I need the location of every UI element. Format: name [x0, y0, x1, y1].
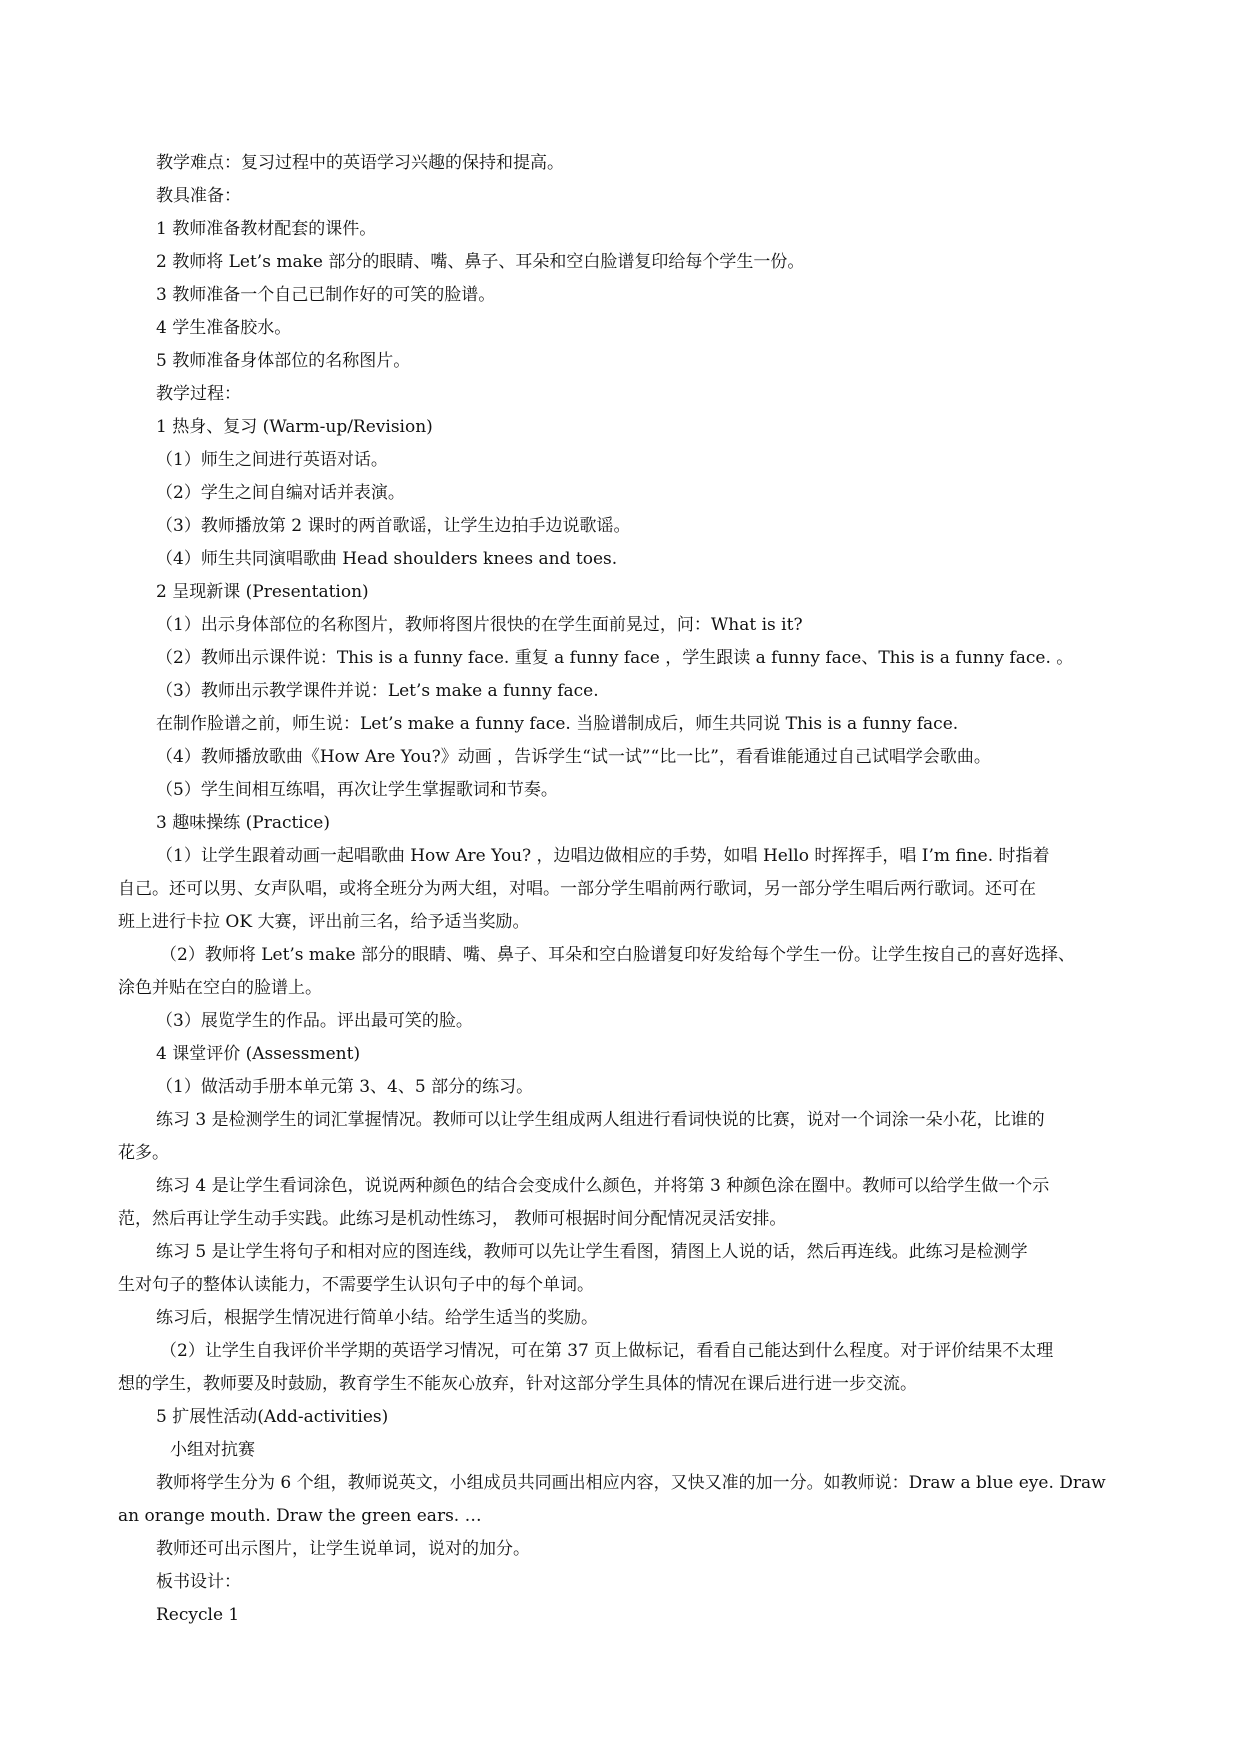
exercise-4-text-cont: 范，然后再让学生动手实践。此练习是机动性练习， 教师可根据时间分配情况灵活安排。 [118, 1209, 787, 1229]
difficulty-heading: 教学难点：复习过程中的英语学习兴趣的保持和提高。 [156, 153, 564, 173]
section-2-step-3: （3）教师出示教学课件并说：Let’s make a funny face. [156, 681, 599, 701]
materials-heading: 教具准备： [156, 186, 241, 206]
exercise-4-text: 练习 4 是让学生看词涂色，说说两种颜色的结合会变成什么颜色，并将第 3 种颜色涂在圈中。教师可以给学生做一个示 [156, 1176, 1050, 1196]
section-2-step-2: （2）教师出示课件说：This is a funny face. 重复 a funny face ，学生跟读 a funny face、This is a funny face. 。 [156, 648, 1074, 668]
exercise-5-text-cont: 生对句子的整体认读能力，不需要学生认识句子中的每个单词。 [118, 1275, 594, 1295]
exercise-3-text: 练习 3 是检测学生的词汇掌握情况。教师可以让学生组成两人组进行看词快说的比赛，说对一个词涂一朵小花，比谁的 [156, 1110, 1045, 1130]
section-2-step-5: （5）学生间相互练唱，再次让学生掌握歌词和节奏。 [156, 780, 558, 800]
exercise-5-text: 练习 5 是让学生将句子和相对应的图连线，教师可以先让学生看图，猜图上人说的话，然后再连线。此练习是检测学 [156, 1242, 1028, 1262]
section-2-step-1: （1）出示身体部位的名称图片，教师将图片很快的在学生面前晃过，问：What is it? [156, 615, 803, 635]
section-3-step-3: （3）展览学生的作品。评出最可笑的脸。 [156, 1011, 473, 1031]
section-1-heading: 1 热身、复习 (Warm-up/Revision) [156, 417, 433, 437]
section-1-step-1: （1）师生之间进行英语对话。 [156, 450, 388, 470]
board-design-heading: 板书设计： [156, 1572, 241, 1592]
materials-item-2: 2 教师将 Let’s make 部分的眼睛、嘴、鼻子、耳朵和空白脸谱复印给每个学生一份。 [156, 252, 805, 272]
process-heading: 教学过程： [156, 384, 241, 404]
section-4-heading: 4 课堂评价 (Assessment) [156, 1044, 361, 1064]
section-2-note: 在制作脸谱之前，师生说：Let’s make a funny face. 当脸谱制成后，师生共同说 This is a funny face. [156, 714, 959, 734]
section-1-step-3: （3）教师播放第 2 课时的两首歌谣，让学生边拍手边说歌谣。 [156, 516, 631, 536]
section-3-step-1: （1）让学生跟着动画一起唱歌曲 How Are You? ，边唱边做相应的手势，如唱 Hello 时挥挥手，唱 I’m fine. 时指着 [156, 846, 1050, 866]
section-3-step-2: （2）教师将 Let’s make 部分的眼睛、嘴、鼻子、耳朵和空白脸谱复印好发给每个学生一份。让学生按自己的喜好选择、 [160, 945, 1075, 965]
section-3-step-2-cont: 涂色并贴在空白的脸谱上。 [118, 978, 322, 998]
section-2-heading: 2 呈现新课 (Presentation) [156, 582, 369, 602]
section-1-step-2: （2）学生之间自编对话并表演。 [156, 483, 405, 503]
materials-item-5: 5 教师准备身体部位的名称图片。 [156, 351, 411, 371]
section-3-step-1-cont: 自己。还可以男、女声队唱，或将全班分为两大组，对唱。一部分学生唱前两行歌词，另一部分学生唱后两行歌词。还可在 [118, 879, 1036, 899]
materials-item-1: 1 教师准备教材配套的课件。 [156, 219, 377, 239]
section-5-heading: 5 扩展性活动(Add-activities) [156, 1407, 389, 1427]
exercise-summary: 练习后，根据学生情况进行简单小结。给学生适当的奖励。 [156, 1308, 598, 1328]
section-1-step-4: （4）师生共同演唱歌曲 Head shoulders knees and toes. [156, 549, 618, 569]
board-design-title: Recycle 1 [156, 1605, 240, 1625]
section-2-step-4: （4）教师播放歌曲《How Are You?》动画 ，告诉学生“试一试”“比一比”，看看谁能通过自己试唱学会歌曲。 [156, 747, 991, 767]
activity-description-cont: an orange mouth. Draw the green ears. … [118, 1506, 482, 1526]
section-3-step-1-cont: 班上进行卡拉 OK 大赛，评出前三名，给予适当奖励。 [118, 912, 530, 932]
section-4-step-2: （2）让学生自我评价半学期的英语学习情况，可在第 37 页上做标记，看看自己能达到什么程度。对于评价结果不太理 [160, 1341, 1054, 1361]
section-4-step-2-cont: 想的学生，教师要及时鼓励，教育学生不能灰心放弃，针对这部分学生具体的情况在课后进行进一步交流。 [118, 1374, 917, 1394]
activity-title: 小组对抗赛 [170, 1440, 255, 1460]
exercise-3-text-cont: 花多。 [118, 1143, 169, 1163]
materials-item-4: 4 学生准备胶水。 [156, 318, 292, 338]
activity-description: 教师将学生分为 6 个组，教师说英文，小组成员共同画出相应内容，又快又准的加一分。如教师说：Draw a blue eye. Draw [156, 1473, 1106, 1493]
materials-item-3: 3 教师准备一个自己已制作好的可笑的脸谱。 [156, 285, 496, 305]
activity-extra: 教师还可出示图片，让学生说单词，说对的加分。 [156, 1539, 530, 1559]
section-3-heading: 3 趣味操练 (Practice) [156, 813, 330, 833]
section-4-step-1: （1）做活动手册本单元第 3、4、5 部分的练习。 [156, 1077, 534, 1097]
